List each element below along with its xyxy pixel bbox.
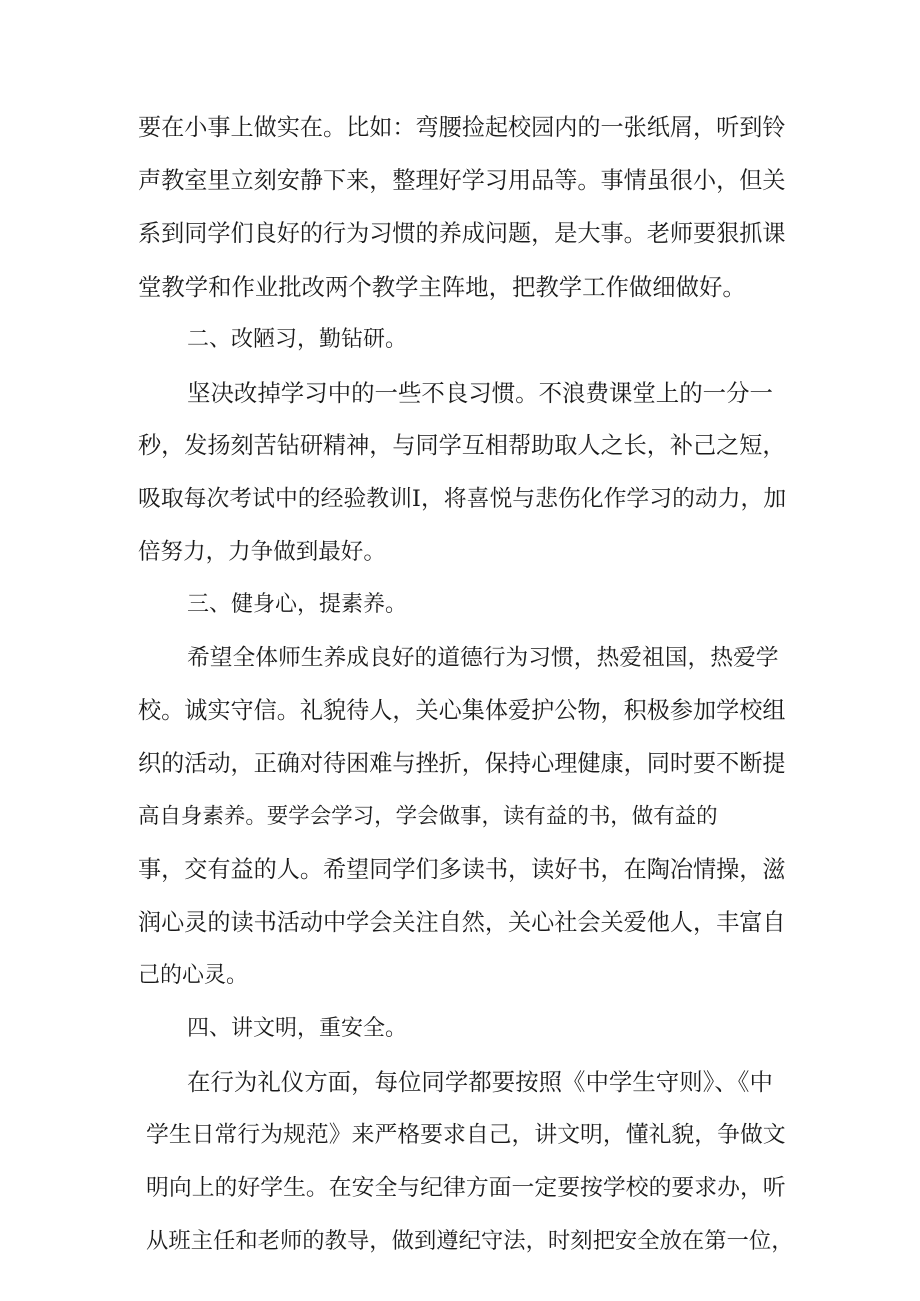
section-heading-4: 四、讲文明，重安全。 (187, 1016, 408, 1041)
text-line-15: 事，交有益的人。希望同学们多读书，读好书，在陶冶情操，滋 (138, 857, 786, 883)
text-line-22: 从班主任和老师的教导，做到遵纪守法，时刻把安全放在第一位， (146, 1228, 794, 1254)
text-line-11: 希望全体师生养成良好的道德行为习惯，热爱祖国，热爱学 (187, 645, 779, 671)
text-line-14: 高自身素养。要学会学习，学会做事，读有益的书，做有益的 (138, 804, 718, 829)
text-line-1: 要在小事上做实在。比如：弯腰捡起校园内的一张纸屑，听到铃 (138, 115, 786, 141)
text-line-12: 校。诚实守信。礼貌待人，关心集体爱护公物，积极参加学校组 (138, 698, 786, 724)
text-line-21: 明向上的好学生。在安全与纪律方面一定要按学校的要求办，听 (146, 1175, 786, 1201)
text-line-8: 吸取每次考试中的经验教训I，将喜悦与悲伤化作学习的动力，加 (138, 486, 787, 512)
section-heading-3: 三、健身心，提素养。 (187, 592, 408, 617)
section-heading-2: 二、改陋习，勤钻研。 (187, 327, 408, 352)
text-line-3: 系到同学们良好的行为习惯的养成问题，是大事。老师要狠抓课 (138, 221, 786, 247)
text-line-13: 织的活动，正确对待困难与挫折，保持心理健康，同时要不断提 (138, 751, 786, 777)
text-line-6: 坚决改掉学习中的一些不良习惯。不浪费课堂上的一分一 (187, 379, 773, 407)
text-line-16: 润心灵的读书活动中学会关注自然，关心社会关爱他人，丰富自 (138, 910, 786, 936)
text-line-19: 在行为礼仪方面，每位同学都要按照《中学生守则》、《中 (187, 1068, 773, 1096)
text-line-4: 堂教学和作业批改两个教学主阵地，把教学工作做细做好。 (138, 273, 746, 301)
text-line-20: 学生日常行为规范》来严格要求自己，讲文明，懂礼貌，争做文 (146, 1122, 786, 1148)
text-line-7: 秒，发扬刻苦钻研精神，与同学互相帮助取人之长，补己之短， (138, 433, 786, 459)
text-line-9: 倍努力，力争做到最好。 (138, 539, 386, 565)
text-line-2: 声教室里立刻安静下来，整理好学习用品等。事情虽很小，但关 (138, 168, 786, 194)
text-line-17: 己的心灵。 (138, 963, 249, 988)
